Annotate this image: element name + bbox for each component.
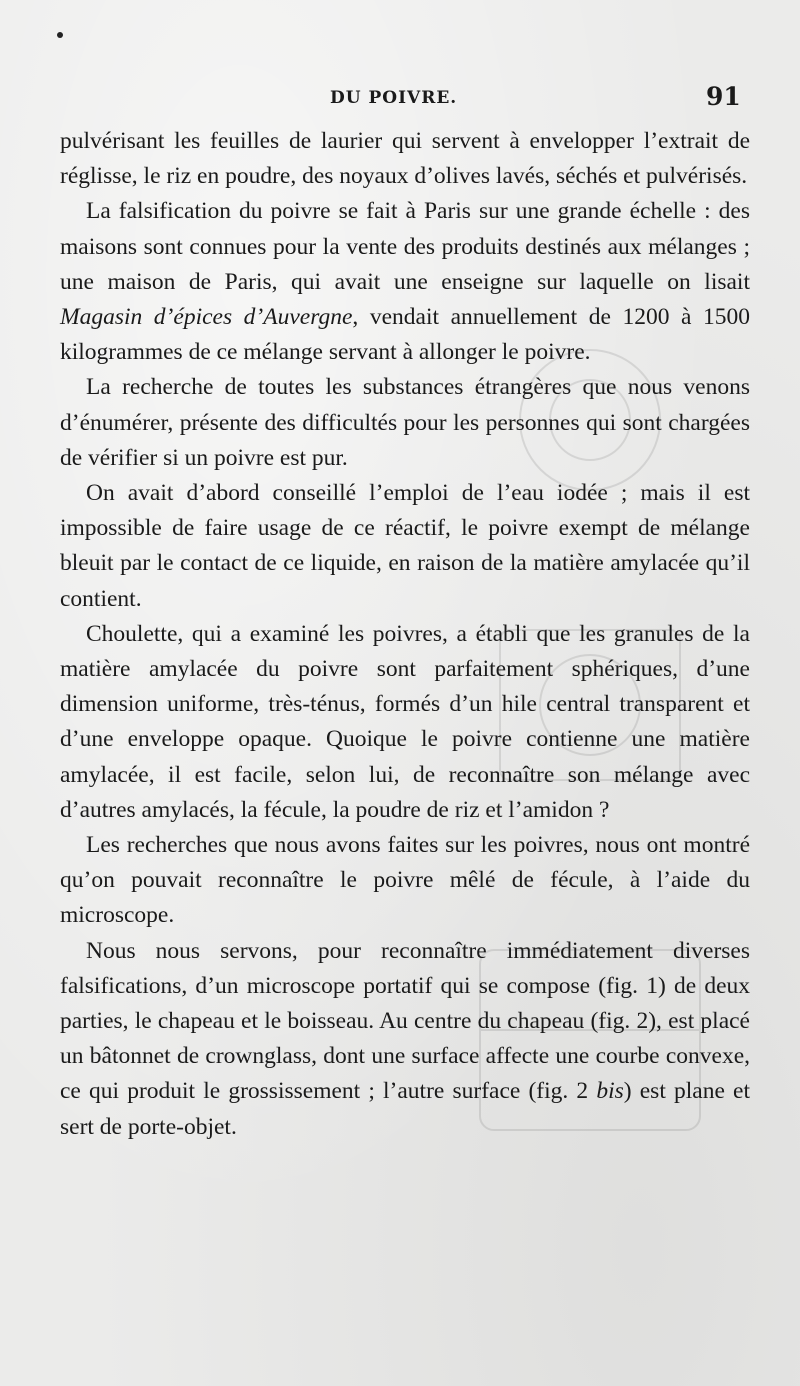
margin-dot	[57, 32, 63, 38]
paragraph-6: Les recherches que nous avons faites sur les poivres, nous ont montré qu’on pouvait reconnaître le poivre mêlé de fécule, à l’aide du microscope.	[60, 832, 750, 929]
paragraph-7-before: Nous nous servons, pour reconnaître immédiatement diverses falsifications, d’un microscope portatif qui se compose (fig. 1) de deux parties, le chapeau et le boisseau. Au centre du chapeau (fig. 2), est placé un bâtonnet de crownglass, dont une surface affecte une courbe convexe, ce qui produit le grossissement ; l’autre surface (fig. 2	[60, 937, 750, 1105]
paragraph-7-after: ) est plane et sert de porte-objet.	[60, 1078, 750, 1140]
paragraph-5: Choulette, qui a examiné les poivres, a établi que les granules de la matière amylacée du poivre sont parfaitement sphériques, d’une dimension uniforme, très-ténus, formés d’un hile central transparent et d’une enveloppe opaque. Quoique le poivre contienne une matière amylacée, il est facile, selon lui, de reconnaître son mélange avec d’autres amylacés, la fécule, la poudre de riz et l’amidon ?	[60, 620, 750, 823]
paragraph-7	[60, 934, 750, 1145]
body-text	[60, 124, 750, 1145]
page-number: 91	[706, 82, 741, 111]
paragraph-2-before: La falsification du poivre se fait à Paris sur une grande échelle : des maisons sont connues pour la vente des produits destinés aux mélanges ; une maison de Paris, qui avait une enseigne sur laquelle on lisait	[60, 198, 750, 295]
paragraph-2-after: , vendait annuellement de 1200 à 1500 kilogrammes de ce mélange servant à allonger le poivre.	[60, 304, 750, 366]
paragraph-1: pulvérisant les feuilles de laurier qui servent à envelopper l’extrait de réglisse, le riz en poudre, des noyaux d’olives lavés, séchés et pulvérisés.	[60, 128, 750, 190]
figure-bis-label: bis	[596, 1078, 624, 1105]
page-header	[0, 82, 800, 116]
paragraph-2	[60, 194, 750, 370]
paragraph-4: On avait d’abord conseillé l’emploi de l’eau iodée ; mais il est impossible de faire usage de ce réactif, le poivre exempt de mélange bleuit par le contact de ce liquide, en raison de la matière amylacée qu’il contient.	[60, 480, 750, 612]
running-title: DU POIVRE.	[330, 88, 458, 108]
paragraph-3: La recherche de toutes les substances étrangères que nous venons d’énumérer, présente des difficultés pour les personnes qui sont chargées de vérifier si un poivre est pur.	[60, 374, 750, 471]
shop-sign-name: Magasin d’épices d’Auvergne	[60, 304, 353, 331]
